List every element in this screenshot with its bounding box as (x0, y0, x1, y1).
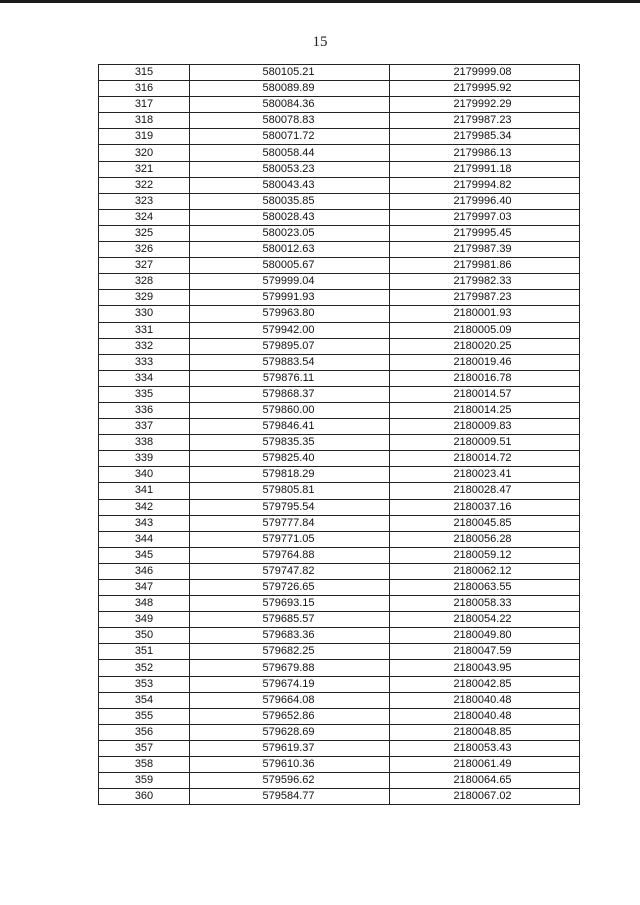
y-coordinate-cell: 2179996.40 (390, 193, 580, 209)
table-row (99, 789, 580, 805)
table-row (99, 757, 580, 773)
y-coordinate-cell: 2180023.41 (390, 467, 580, 483)
y-coordinate-cell: 2180061.49 (390, 757, 580, 773)
point-number-cell: 339 (99, 451, 190, 467)
table-row (99, 676, 580, 692)
point-number-cell: 348 (99, 596, 190, 612)
x-coordinate-cell: 579683.36 (190, 628, 390, 644)
x-coordinate-cell: 580043.43 (190, 177, 390, 193)
y-coordinate-cell: 2180019.46 (390, 354, 580, 370)
x-coordinate-cell: 580035.85 (190, 193, 390, 209)
x-coordinate-cell: 579883.54 (190, 354, 390, 370)
y-coordinate-cell: 2180014.57 (390, 386, 580, 402)
x-coordinate-cell: 579685.57 (190, 612, 390, 628)
table-row (99, 708, 580, 724)
x-coordinate-cell: 580053.23 (190, 161, 390, 177)
point-number-cell: 334 (99, 370, 190, 386)
table-row (99, 402, 580, 418)
y-coordinate-cell: 2180053.43 (390, 740, 580, 756)
table-row (99, 225, 580, 241)
x-coordinate-cell: 579596.62 (190, 773, 390, 789)
x-coordinate-cell: 579584.77 (190, 789, 390, 805)
point-number-cell: 338 (99, 435, 190, 451)
table-row (99, 419, 580, 435)
table-row (99, 338, 580, 354)
table-row (99, 113, 580, 129)
y-coordinate-cell: 2180037.16 (390, 499, 580, 515)
x-coordinate-cell: 580012.63 (190, 242, 390, 258)
table-row (99, 451, 580, 467)
point-number-cell: 351 (99, 644, 190, 660)
table-row (99, 290, 580, 306)
y-coordinate-cell: 2180020.25 (390, 338, 580, 354)
point-number-cell: 347 (99, 580, 190, 596)
point-number-cell: 331 (99, 322, 190, 338)
x-coordinate-cell: 579999.04 (190, 274, 390, 290)
y-coordinate-cell: 2179995.92 (390, 81, 580, 97)
y-coordinate-cell: 2180062.12 (390, 563, 580, 579)
table-row (99, 467, 580, 483)
point-number-cell: 317 (99, 97, 190, 113)
x-coordinate-cell: 579795.54 (190, 499, 390, 515)
x-coordinate-cell: 579846.41 (190, 419, 390, 435)
x-coordinate-cell: 579963.80 (190, 306, 390, 322)
table-row (99, 740, 580, 756)
table-row (99, 628, 580, 644)
table-row (99, 435, 580, 451)
y-coordinate-cell: 2179987.23 (390, 113, 580, 129)
y-coordinate-cell: 2180059.12 (390, 547, 580, 563)
point-number-cell: 337 (99, 419, 190, 435)
table-row (99, 193, 580, 209)
y-coordinate-cell: 2180067.02 (390, 789, 580, 805)
y-coordinate-cell: 2179994.82 (390, 177, 580, 193)
y-coordinate-cell: 2180005.09 (390, 322, 580, 338)
top-border-rule (0, 0, 640, 3)
y-coordinate-cell: 2179981.86 (390, 258, 580, 274)
y-coordinate-cell: 2180048.85 (390, 724, 580, 740)
x-coordinate-cell: 579868.37 (190, 386, 390, 402)
table-row (99, 129, 580, 145)
point-number-cell: 353 (99, 676, 190, 692)
x-coordinate-cell: 579991.93 (190, 290, 390, 306)
point-number-cell: 321 (99, 161, 190, 177)
y-coordinate-cell: 2180064.65 (390, 773, 580, 789)
table-row (99, 81, 580, 97)
coordinates-table (98, 64, 580, 805)
y-coordinate-cell: 2180009.51 (390, 435, 580, 451)
point-number-cell: 345 (99, 547, 190, 563)
point-number-cell: 319 (99, 129, 190, 145)
point-number-cell: 327 (99, 258, 190, 274)
point-number-cell: 341 (99, 483, 190, 499)
y-coordinate-cell: 2179991.18 (390, 161, 580, 177)
point-number-cell: 333 (99, 354, 190, 370)
point-number-cell: 322 (99, 177, 190, 193)
table-row (99, 97, 580, 113)
y-coordinate-cell: 2179982.33 (390, 274, 580, 290)
x-coordinate-cell: 579825.40 (190, 451, 390, 467)
table-row (99, 531, 580, 547)
table-row (99, 274, 580, 290)
point-number-cell: 359 (99, 773, 190, 789)
y-coordinate-cell: 2180054.22 (390, 612, 580, 628)
point-number-cell: 325 (99, 225, 190, 241)
point-number-cell: 355 (99, 708, 190, 724)
table-row (99, 612, 580, 628)
x-coordinate-cell: 580084.36 (190, 97, 390, 113)
point-number-cell: 360 (99, 789, 190, 805)
table-row (99, 258, 580, 274)
x-coordinate-cell: 580105.21 (190, 65, 390, 81)
x-coordinate-cell: 579895.07 (190, 338, 390, 354)
point-number-cell: 352 (99, 660, 190, 676)
x-coordinate-cell: 579764.88 (190, 547, 390, 563)
x-coordinate-cell: 579619.37 (190, 740, 390, 756)
table-row (99, 322, 580, 338)
y-coordinate-cell: 2179987.39 (390, 242, 580, 258)
table-row (99, 386, 580, 402)
x-coordinate-cell: 579777.84 (190, 515, 390, 531)
point-number-cell: 326 (99, 242, 190, 258)
table-row (99, 177, 580, 193)
table-row (99, 724, 580, 740)
x-coordinate-cell: 579771.05 (190, 531, 390, 547)
point-number-cell: 350 (99, 628, 190, 644)
y-coordinate-cell: 2179986.13 (390, 145, 580, 161)
coordinates-table-body (99, 65, 580, 805)
point-number-cell: 346 (99, 563, 190, 579)
point-number-cell: 332 (99, 338, 190, 354)
x-coordinate-cell: 579693.15 (190, 596, 390, 612)
point-number-cell: 356 (99, 724, 190, 740)
point-number-cell: 329 (99, 290, 190, 306)
x-coordinate-cell: 579679.88 (190, 660, 390, 676)
x-coordinate-cell: 579628.69 (190, 724, 390, 740)
point-number-cell: 357 (99, 740, 190, 756)
point-number-cell: 349 (99, 612, 190, 628)
y-coordinate-cell: 2180042.85 (390, 676, 580, 692)
point-number-cell: 335 (99, 386, 190, 402)
y-coordinate-cell: 2180045.85 (390, 515, 580, 531)
x-coordinate-cell: 579674.19 (190, 676, 390, 692)
y-coordinate-cell: 2180009.83 (390, 419, 580, 435)
y-coordinate-cell: 2180016.78 (390, 370, 580, 386)
x-coordinate-cell: 580028.43 (190, 209, 390, 225)
table-row (99, 515, 580, 531)
y-coordinate-cell: 2180049.80 (390, 628, 580, 644)
x-coordinate-cell: 580005.67 (190, 258, 390, 274)
point-number-cell: 342 (99, 499, 190, 515)
y-coordinate-cell: 2180063.55 (390, 580, 580, 596)
y-coordinate-cell: 2180040.48 (390, 708, 580, 724)
x-coordinate-cell: 579942.00 (190, 322, 390, 338)
x-coordinate-cell: 579610.36 (190, 757, 390, 773)
x-coordinate-cell: 580071.72 (190, 129, 390, 145)
point-number-cell: 320 (99, 145, 190, 161)
x-coordinate-cell: 579664.08 (190, 692, 390, 708)
point-number-cell: 328 (99, 274, 190, 290)
x-coordinate-cell: 579818.29 (190, 467, 390, 483)
y-coordinate-cell: 2180014.72 (390, 451, 580, 467)
x-coordinate-cell: 579747.82 (190, 563, 390, 579)
point-number-cell: 324 (99, 209, 190, 225)
point-number-cell: 336 (99, 402, 190, 418)
point-number-cell: 354 (99, 692, 190, 708)
table-row (99, 242, 580, 258)
x-coordinate-cell: 580078.83 (190, 113, 390, 129)
table-row (99, 644, 580, 660)
table-row (99, 580, 580, 596)
table-row (99, 483, 580, 499)
point-number-cell: 340 (99, 467, 190, 483)
table-row (99, 596, 580, 612)
y-coordinate-cell: 2179992.29 (390, 97, 580, 113)
table-row (99, 306, 580, 322)
x-coordinate-cell: 579835.35 (190, 435, 390, 451)
table-row (99, 145, 580, 161)
y-coordinate-cell: 2179987.23 (390, 290, 580, 306)
table-row (99, 354, 580, 370)
x-coordinate-cell: 579805.81 (190, 483, 390, 499)
table-row (99, 547, 580, 563)
point-number-cell: 315 (99, 65, 190, 81)
y-coordinate-cell: 2179999.08 (390, 65, 580, 81)
table-row (99, 563, 580, 579)
x-coordinate-cell: 580058.44 (190, 145, 390, 161)
table-row (99, 161, 580, 177)
x-coordinate-cell: 580023.05 (190, 225, 390, 241)
x-coordinate-cell: 579682.25 (190, 644, 390, 660)
x-coordinate-cell: 579726.65 (190, 580, 390, 596)
y-coordinate-cell: 2180047.59 (390, 644, 580, 660)
y-coordinate-cell: 2180058.33 (390, 596, 580, 612)
x-coordinate-cell: 579876.11 (190, 370, 390, 386)
y-coordinate-cell: 2180028.47 (390, 483, 580, 499)
y-coordinate-cell: 2180040.48 (390, 692, 580, 708)
table-row (99, 692, 580, 708)
point-number-cell: 358 (99, 757, 190, 773)
table-row (99, 65, 580, 81)
x-coordinate-cell: 579860.00 (190, 402, 390, 418)
x-coordinate-cell: 580089.89 (190, 81, 390, 97)
table-row (99, 499, 580, 515)
table-row (99, 773, 580, 789)
y-coordinate-cell: 2180056.28 (390, 531, 580, 547)
point-number-cell: 344 (99, 531, 190, 547)
point-number-cell: 323 (99, 193, 190, 209)
point-number-cell: 330 (99, 306, 190, 322)
page-number: 15 (312, 34, 328, 50)
table-row (99, 370, 580, 386)
point-number-cell: 316 (99, 81, 190, 97)
point-number-cell: 318 (99, 113, 190, 129)
y-coordinate-cell: 2179985.34 (390, 129, 580, 145)
x-coordinate-cell: 579652.86 (190, 708, 390, 724)
table-row (99, 660, 580, 676)
y-coordinate-cell: 2180014.25 (390, 402, 580, 418)
y-coordinate-cell: 2180043.95 (390, 660, 580, 676)
point-number-cell: 343 (99, 515, 190, 531)
y-coordinate-cell: 2179997.03 (390, 209, 580, 225)
y-coordinate-cell: 2179995.45 (390, 225, 580, 241)
table-row (99, 209, 580, 225)
y-coordinate-cell: 2180001.93 (390, 306, 580, 322)
